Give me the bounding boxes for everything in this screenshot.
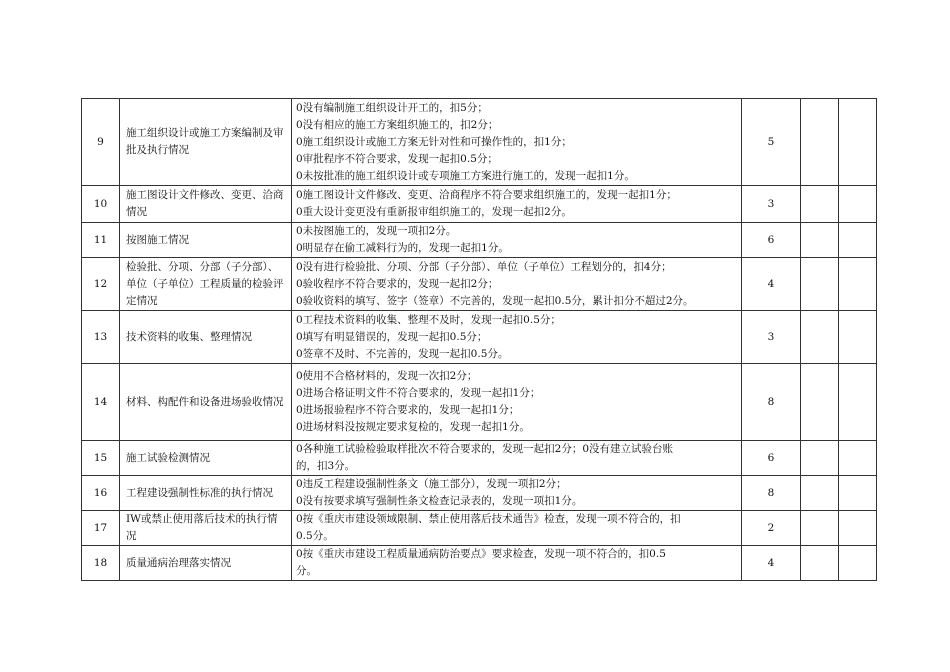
table-row [82, 223, 877, 258]
scoring-criteria [292, 223, 742, 258]
inspection-item: 施工试验检测情况 [120, 441, 292, 476]
inspection-item: 质量通病治理落实情况 [120, 546, 292, 581]
criteria-line: 0使用不合格材料的，发现一次扣2分； [296, 370, 478, 382]
actual-score-cell [839, 476, 877, 511]
inspection-scoring-table [81, 98, 877, 581]
max-score: 8 [742, 364, 801, 441]
max-score: 6 [742, 441, 801, 476]
max-score: 3 [742, 186, 801, 223]
deduction-cell [801, 364, 839, 441]
deduction-cell [801, 311, 839, 364]
actual-score-cell [839, 99, 877, 186]
criteria-line: 0施工图设计文件修改、变更、洽商程序不符合要求组织施工的，发现一起扣1分； [296, 189, 677, 201]
scoring-criteria [292, 511, 742, 546]
table-row [82, 546, 877, 581]
criteria-line: 0审批程序不符合要求，发现一起扣0.5分； [296, 152, 498, 165]
criteria-line: 0没有按要求填写强制性条文检查记录表的，发现一项扣1分。 [296, 495, 583, 507]
row-number: 18 [82, 546, 120, 581]
criteria-line: 0.5分。 [296, 530, 334, 542]
actual-score-cell [839, 186, 877, 223]
inspection-item: 按图施工情况 [120, 223, 292, 258]
criteria-line: 0明显存在偷工减料行为的，发现一起扣1分。 [296, 242, 509, 254]
max-score: 3 [742, 311, 801, 364]
max-score: 5 [742, 99, 801, 186]
criteria-line: 0未按批准的施工组织设计或专项施工方案进行施工的，发现一起扣1分。 [296, 169, 635, 182]
deduction-cell [801, 476, 839, 511]
row-number: 11 [82, 223, 120, 258]
actual-score-cell [839, 364, 877, 441]
criteria-line: 0未按图施工的，发现一项扣2分。 [296, 225, 457, 237]
max-score: 2 [742, 511, 801, 546]
table-row [82, 258, 877, 311]
scoring-criteria [292, 546, 742, 581]
max-score: 4 [742, 546, 801, 581]
criteria-line: 0签章不及时、不完善的，发现一起扣0.5分。 [296, 347, 509, 360]
deduction-cell [801, 99, 839, 186]
inspection-item: 施工组织设计或施工方案编制及审批及执行情况 [120, 99, 292, 186]
deduction-cell [801, 223, 839, 258]
actual-score-cell [839, 223, 877, 258]
actual-score-cell [839, 311, 877, 364]
max-score: 6 [742, 223, 801, 258]
criteria-line: 0进场报验程序不符合要求的，发现一起扣1分； [296, 404, 520, 416]
criteria-line: 0各种施工试验检验取样批次不符合要求的，发现一起扣2分；0没有建立试验台账 [296, 443, 674, 455]
scoring-criteria [292, 258, 742, 311]
table-row [82, 186, 877, 223]
criteria-line: 0重大设计变更没有重新报审组织施工的，发现一起扣2分。 [296, 206, 572, 218]
deduction-cell [801, 441, 839, 476]
table-row [82, 441, 877, 476]
criteria-line: 0没有编制施工组织设计开工的，扣5分； [296, 101, 488, 114]
table-body [82, 99, 877, 581]
row-number: 15 [82, 441, 120, 476]
inspection-item: 施工图设计文件修改、变更、洽商情况 [120, 186, 292, 223]
criteria-line: 0按《重庆市建设工程质量通病防治要点》要求检查，发现一项不符合的，扣0.5 [296, 548, 666, 560]
table-row [82, 511, 877, 546]
max-score: 8 [742, 476, 801, 511]
row-number: 14 [82, 364, 120, 441]
criteria-line: 0进场材料没按规定要求复检的，发现一起扣1分。 [296, 421, 530, 433]
inspection-item: 材料、构配件和设备进场验收情况 [120, 364, 292, 441]
criteria-line: 0施工组织设计或施工方案无针对性和可操作性的，扣1分； [296, 135, 572, 148]
criteria-line: 0验收程序不符合要求的，发现一起扣2分； [296, 277, 499, 290]
actual-score-cell [839, 258, 877, 311]
actual-score-cell [839, 441, 877, 476]
inspection-item: 检验批、分项、分部（子分部）、单位（子单位）工程质量的检验评定情况 [120, 258, 292, 311]
inspection-item: IW或禁止使用落后技术的执行情况 [120, 511, 292, 546]
table-row [82, 364, 877, 441]
deduction-cell [801, 258, 839, 311]
criteria-line: 0违反工程建设强制性条文（施工部分），发现一项扣2分； [296, 478, 567, 490]
criteria-line: 0按《重庆市建设领域限制、禁止使用落后技术通告》检查，发现一项不符合的，扣 [296, 513, 681, 525]
scoring-criteria [292, 364, 742, 441]
table-row [82, 476, 877, 511]
table-row [82, 99, 877, 186]
row-number: 17 [82, 511, 120, 546]
row-number: 10 [82, 186, 120, 223]
deduction-cell [801, 186, 839, 223]
row-number: 12 [82, 258, 120, 311]
actual-score-cell [839, 511, 877, 546]
deduction-cell [801, 546, 839, 581]
row-number: 9 [82, 99, 120, 186]
actual-score-cell [839, 546, 877, 581]
row-number: 13 [82, 311, 120, 364]
inspection-item: 工程建设强制性标准的执行情况 [120, 476, 292, 511]
scoring-criteria [292, 99, 742, 186]
criteria-line: 0工程技术资料的收集、整理不及时，发现一起扣0.5分； [296, 313, 561, 326]
scoring-criteria [292, 441, 742, 476]
inspection-item: 技术资料的收集、整理情况 [120, 311, 292, 364]
criteria-line: 0没有进行检验批、分项、分部（子分部）、单位（子单位）工程划分的，扣4分； [296, 260, 672, 273]
scoring-criteria [292, 311, 742, 364]
scoring-criteria [292, 476, 742, 511]
table-row [82, 311, 877, 364]
deduction-cell [801, 511, 839, 546]
criteria-line: 分。 [296, 565, 317, 577]
criteria-line: 0没有相应的施工方案组织施工的，扣2分； [296, 118, 499, 131]
max-score: 4 [742, 258, 801, 311]
criteria-line: 0填写有明显错误的，发现一起扣0.5分； [296, 330, 488, 343]
criteria-line: 0进场合格证明文件不符合要求的，发现一起扣1分； [296, 387, 541, 399]
row-number: 16 [82, 476, 120, 511]
criteria-line: 的，扣3分。 [296, 460, 356, 472]
scoring-criteria [292, 186, 742, 223]
criteria-line: 0验收资料的填写、签字（签章）不完善的，发现一起扣0.5分，累计扣分不超过2分。 [296, 294, 694, 307]
